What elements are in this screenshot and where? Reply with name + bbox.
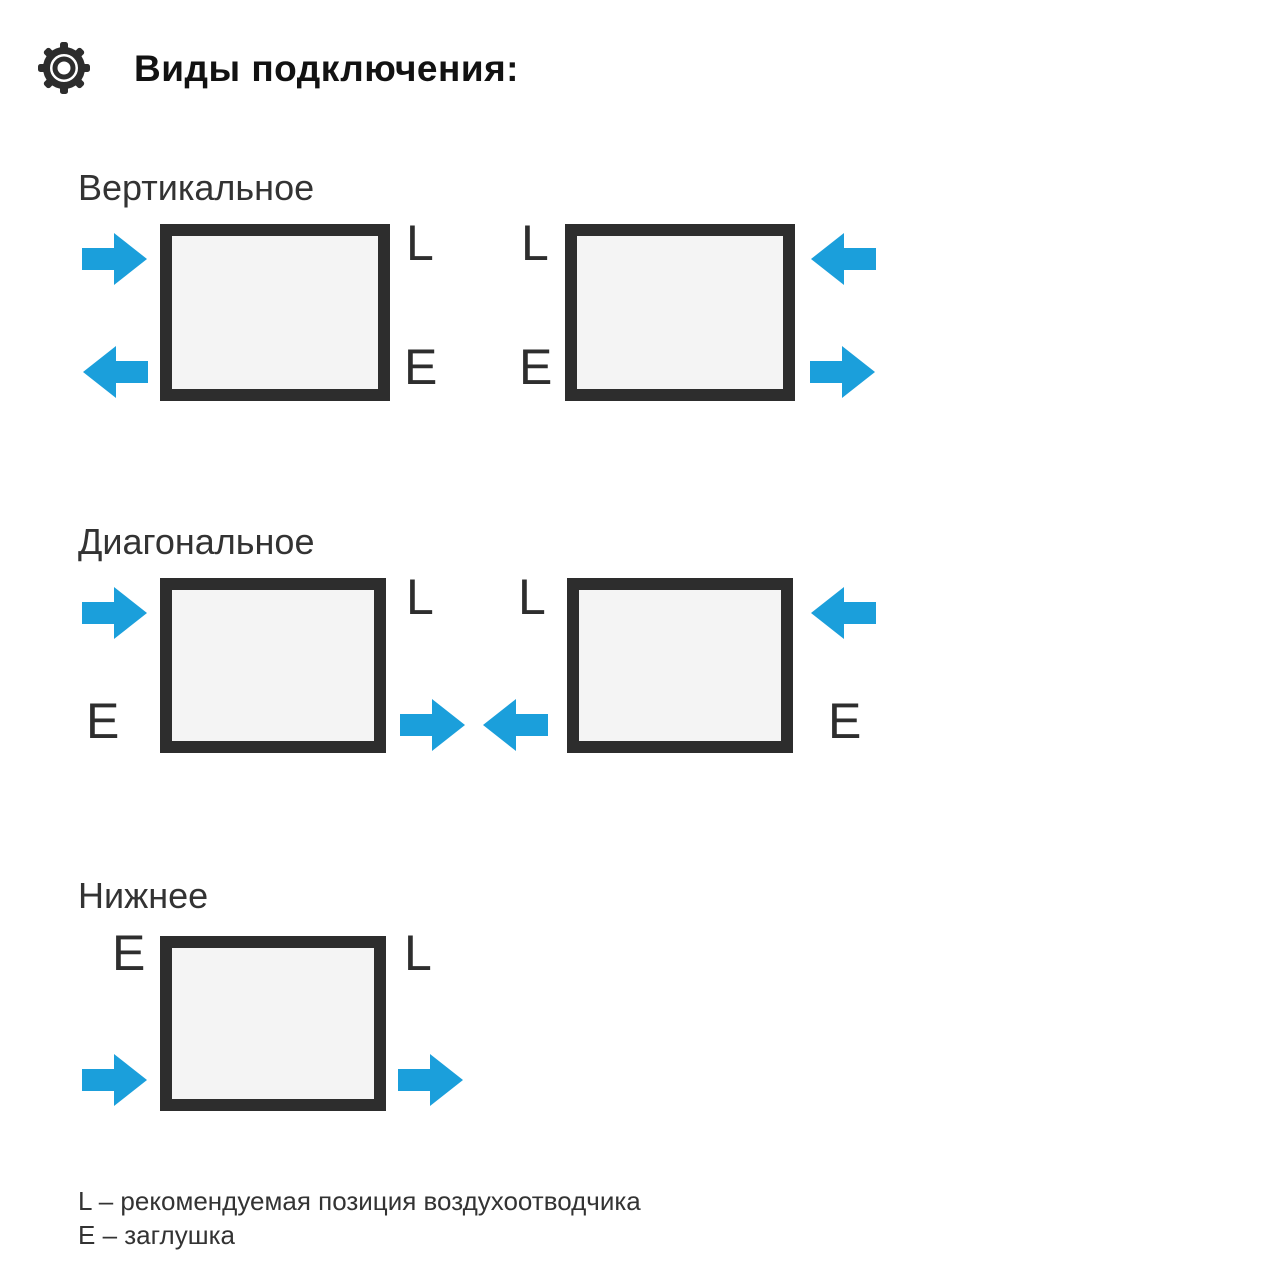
port-label-l: L	[521, 215, 549, 271]
radiator-box	[160, 224, 390, 401]
flow-in-right-arrow-icon	[82, 231, 148, 287]
flow-in-left-arrow-icon	[810, 231, 876, 287]
port-label-e: E	[112, 925, 146, 981]
flow-out-right-arrow-icon	[398, 1052, 464, 1108]
port-label-e: E	[519, 339, 553, 395]
page-title: Виды подключения:	[134, 48, 520, 89]
section-diagonal-title: Диагональное	[78, 521, 315, 562]
flow-in-right-arrow-icon	[82, 1052, 148, 1108]
port-label-l: L	[406, 215, 434, 271]
gear-icon	[36, 40, 92, 96]
legend-line-l: L – рекомендуемая позиция воздухоотводчика	[78, 1186, 641, 1216]
radiator-box	[565, 224, 795, 401]
radiator-box	[160, 578, 386, 753]
port-label-l: L	[404, 925, 432, 981]
port-label-e: E	[828, 693, 862, 749]
section-vertical-title: Вертикальное	[78, 167, 315, 208]
port-label-e: E	[404, 339, 438, 395]
flow-out-right-arrow-icon	[400, 697, 466, 753]
section-bottom-title: Нижнее	[78, 875, 209, 916]
flow-in-right-arrow-icon	[82, 585, 148, 641]
port-label-l: L	[518, 569, 546, 625]
flow-out-left-arrow-icon	[482, 697, 548, 753]
flow-out-left-arrow-icon	[82, 344, 148, 400]
flow-out-right-arrow-icon	[810, 344, 876, 400]
port-label-l: L	[406, 569, 434, 625]
flow-in-left-arrow-icon	[810, 585, 876, 641]
radiator-box	[160, 936, 386, 1111]
port-label-e: E	[86, 693, 120, 749]
radiator-box	[567, 578, 793, 753]
legend-line-e: E – заглушка	[78, 1220, 235, 1250]
